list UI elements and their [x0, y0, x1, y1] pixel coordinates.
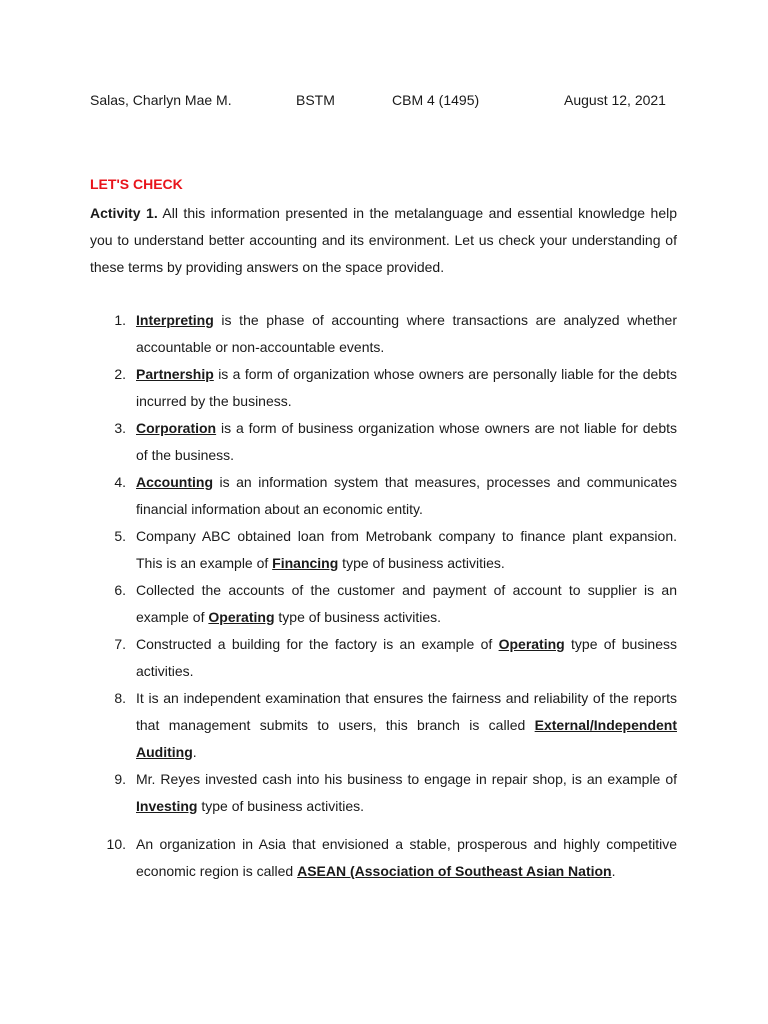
item-answer: Investing — [136, 798, 198, 814]
item-pre-text: Mr. Reyes invested cash into his business to engage in repair shop, is an example of — [136, 771, 677, 787]
list-item — [90, 415, 677, 469]
item-post-text: is an information system that measures, processes and communicates financial information about an economic entity. — [136, 474, 677, 517]
date-label: August 12, 2021 — [564, 92, 666, 108]
item-answer: Operating — [498, 636, 565, 652]
item-post-text: type of business activities. — [197, 798, 364, 814]
item-number: 6. — [114, 582, 126, 598]
item-pre-text: An organization in Asia that envisioned a stable, prosperous and highly competitive economic region is called — [136, 836, 677, 879]
student-header — [0, 92, 768, 112]
item-number: 1. — [114, 312, 126, 328]
item-number: 2. — [114, 366, 126, 382]
section-title: LET'S CHECK — [90, 176, 183, 192]
item-answer: Operating — [208, 609, 275, 625]
item-number: 3. — [114, 420, 126, 436]
item-pre-text: Constructed a building for the factory is an example of — [136, 636, 499, 652]
item-post-text: . — [611, 863, 616, 879]
item-number: 10. — [106, 836, 126, 852]
item-pre-text: Company ABC obtained loan from Metrobank company to finance plant expansion. This is an example of — [136, 528, 677, 571]
item-pre-text: Collected the accounts of the customer and payment of account to supplier is an example of — [136, 582, 677, 625]
item-post-text: type of business activities. — [274, 609, 442, 625]
class-code: CBM 4 (1495) — [392, 92, 480, 108]
question-list — [90, 307, 677, 885]
item-number: 4. — [114, 474, 126, 490]
item-post-text: is a form of organization whose owners are personally liable for the debts incurred by the business. — [136, 366, 677, 409]
activity-intro — [90, 200, 677, 281]
item-answer: Financing — [272, 555, 339, 571]
item-answer: External/Independent Auditing — [136, 717, 677, 760]
item-pre-text: It is an independent examination that ensures the fairness and reliability of the reports that management submits to users, this branch is called — [136, 690, 677, 733]
list-item — [90, 469, 677, 523]
item-number: 8. — [114, 690, 126, 706]
list-item — [90, 523, 677, 577]
list-item — [90, 766, 677, 820]
list-item — [90, 831, 677, 885]
item-post-text: type of business activities. — [136, 636, 678, 679]
item-number: 9. — [114, 771, 126, 787]
item-post-text: . — [192, 744, 197, 760]
item-answer: Interpreting — [136, 312, 214, 328]
item-post-text: is the phase of accounting where transactions are analyzed whether accountable or non-accountable events. — [136, 312, 677, 355]
list-item — [90, 307, 677, 361]
item-answer: Corporation — [136, 420, 217, 436]
activity-label: Activity 1. — [90, 205, 158, 221]
student-name: Salas, Charlyn Mae M. — [90, 92, 232, 108]
list-item — [90, 631, 677, 685]
activity-instructions: All this information presented in the metalanguage and essential knowledge help you to understand better accounting and its environment. Let us check your understanding of these terms by providing answers on the space provided. — [90, 205, 678, 275]
list-item — [90, 577, 677, 631]
course-label: BSTM — [296, 92, 335, 108]
item-number: 7. — [114, 636, 126, 652]
item-post-text: type of business activities. — [338, 555, 505, 571]
list-item — [90, 361, 677, 415]
item-answer: Accounting — [136, 474, 213, 490]
item-number: 5. — [114, 528, 126, 544]
item-answer: ASEAN (Association of Southeast Asian Nation — [297, 863, 612, 879]
item-post-text: is a form of business organization whose owners are not liable for debts of the business. — [136, 420, 677, 463]
list-item — [90, 685, 677, 766]
item-answer: Partnership — [136, 366, 214, 382]
